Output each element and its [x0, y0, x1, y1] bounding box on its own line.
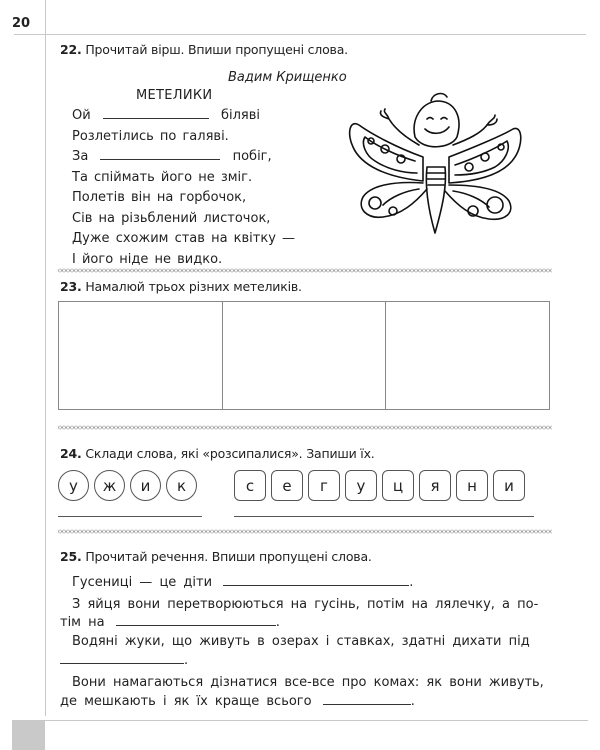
- task-22-instruction: Прочитай вірш. Впиши пропущені слова.: [85, 42, 348, 57]
- margin-line: [45, 0, 46, 716]
- answer-line-word-1[interactable]: [58, 516, 202, 517]
- letter-circle: ж: [94, 470, 125, 501]
- letter-square: я: [419, 470, 451, 501]
- letter-circle: к: [166, 470, 197, 501]
- task-25-instruction: Прочитай речення. Впиши пропущені слова.: [85, 549, 372, 564]
- poem-line: За побіг,: [72, 149, 272, 164]
- section-divider: [58, 268, 552, 273]
- sentence-2-line-2: тім на .: [60, 615, 280, 630]
- header-rule: [14, 34, 586, 35]
- task-22-number: 22.: [60, 42, 82, 57]
- sentence-2-line-1: З яйця вони перетворюються на гусінь, потім на лялечку, а по-: [72, 597, 539, 612]
- letter-square: у: [345, 470, 377, 501]
- sentence-1-blank[interactable]: [223, 574, 409, 586]
- poem-line: І його ніде не видко.: [72, 251, 223, 267]
- scrambled-word-1: [58, 470, 197, 501]
- task-24-number: 24.: [60, 446, 82, 461]
- poem-line: Та спіймать його не зміг.: [72, 169, 253, 185]
- task-23-heading: [60, 279, 302, 294]
- footer-rule: [12, 720, 588, 721]
- letter-square: с: [234, 470, 266, 501]
- answer-line-word-2[interactable]: [234, 516, 534, 517]
- poem-line: Сів на різьблений листочок,: [72, 210, 271, 226]
- sentence-4-line-2: де мешкають і як їх краще всього .: [60, 694, 415, 709]
- task-22-heading: [60, 42, 348, 57]
- page-number: 20: [12, 16, 31, 31]
- poem-title: МЕТЕЛИКИ: [136, 88, 213, 103]
- sentence-4-line-1: Вони намагаються дізнатися все-все про комах: як вони живуть,: [72, 675, 544, 690]
- page-corner-block: [12, 721, 45, 750]
- poem-blank-1[interactable]: [103, 107, 209, 119]
- letter-square: н: [456, 470, 488, 501]
- task-25-number: 25.: [60, 549, 82, 564]
- section-divider: [58, 529, 552, 534]
- sentence-3-line-2: .: [60, 652, 188, 668]
- poem-line: Розлетілись по галяві.: [72, 128, 229, 144]
- sentence-4-blank[interactable]: [323, 693, 411, 705]
- task-24-heading: [60, 446, 375, 461]
- task-23-number: 23.: [60, 279, 82, 294]
- drawing-box-1[interactable]: [59, 302, 223, 409]
- letter-circle: у: [58, 470, 89, 501]
- drawing-box-3[interactable]: [386, 302, 549, 409]
- poem-line: Полетів він на горбочок,: [72, 190, 247, 205]
- drawing-box-2[interactable]: [223, 302, 387, 409]
- task-24-instruction: Склади слова, які «розсипалися». Запиши їх.: [85, 446, 375, 461]
- section-divider: [58, 425, 552, 430]
- task-23-instruction: Намалюй трьох різних метеликів.: [85, 279, 302, 294]
- scrambled-word-2: [234, 470, 525, 501]
- letter-square: е: [271, 470, 303, 501]
- letter-square: и: [493, 470, 525, 501]
- poem-blank-2[interactable]: [100, 148, 220, 160]
- sentence-2-blank[interactable]: [116, 614, 276, 626]
- sentence-3-line-1: Водяні жуки, що живуть в озерах і ставках, здатні дихати під: [72, 634, 530, 649]
- letter-square: г: [308, 470, 340, 501]
- sentence-3-blank[interactable]: [60, 652, 184, 664]
- poem-author: Вадим Крищенко: [228, 70, 347, 85]
- letter-circle: и: [130, 470, 161, 501]
- poem-line: Дуже схожим став на квітку —: [72, 231, 296, 246]
- letter-square: ц: [382, 470, 414, 501]
- sentence-1: Гусениці — це діти .: [72, 575, 414, 590]
- task-25-heading: [60, 549, 372, 564]
- poem-body: [72, 106, 295, 270]
- drawing-boxes: [58, 301, 550, 410]
- butterfly-illustration-icon: [345, 85, 525, 245]
- poem-line: Ой біляві: [72, 108, 261, 123]
